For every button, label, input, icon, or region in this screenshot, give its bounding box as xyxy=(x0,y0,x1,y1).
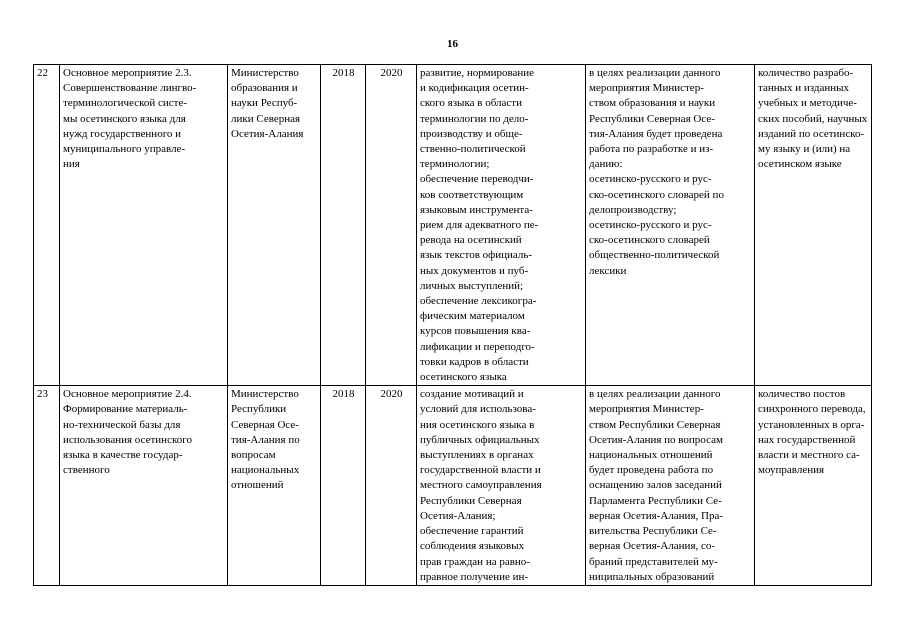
executor-cell: Министерство образования и науки Респуб- лики Северная Осетия-Алания xyxy=(228,65,321,386)
activity-name-cell: Основное мероприятие 2.3. Совершенствование лингво- терминологической систе- мы осетинского языка для нужд государственного и муниципального управле- ния xyxy=(60,65,228,386)
table-row xyxy=(34,65,872,386)
program-table xyxy=(33,64,872,586)
table-row xyxy=(34,386,872,586)
start-year-cell: 2018 xyxy=(321,65,366,386)
indicator-cell: количество постов синхронного перевода, установленных в орга- нах государственной власти и местного са- моуправления xyxy=(755,386,872,586)
page-number: 16 xyxy=(447,38,458,50)
end-year-cell: 2020 xyxy=(366,65,417,386)
row-number: 23 xyxy=(34,386,60,586)
row-number: 22 xyxy=(34,65,60,386)
indicator-cell: количество разрабо- танных и изданных учебных и методиче- ских пособий, научных изданий по осетинско- му языку и (или) на осетинском языке xyxy=(755,65,872,386)
expected-result-cell: в целях реализации данного мероприятия Министер- ством образования и науки Республики Северная Осе- тия-Алания будет проведена работа по разработке и из- данию: осетинско-русского и рус- ско-осетинского словарей по делопроизводству; осетинско-русского и рус- ско-осетинского словарей общественно-политической лексики xyxy=(586,65,755,386)
activity-name-cell: Основное мероприятие 2.4. Формирование материаль- но-технической базы для использования осетинского языка в качестве государ- ственного xyxy=(60,386,228,586)
end-year-cell: 2020 xyxy=(366,386,417,586)
start-year-cell: 2018 xyxy=(321,386,366,586)
executor-cell: Министерство Республики Северная Осе- тия-Алания по вопросам национальных отношений xyxy=(228,386,321,586)
activity-content-cell: развитие, нормирование и кодификация осетин- ского языка в области терминологии по дело- производству и обще- ственно-политической терминологии; обеспечение переводчи- ков соответствующим языковым инструмента- рием для адекватного пе- ревода на осетинский язык текстов официаль- ных документов и пуб- личных выступлений; обеспечение лексикогра- фическим материалом курсов повышения ква- лификации и переподго- товки кадров в области осетинского языка xyxy=(417,65,586,386)
activity-content-cell: создание мотиваций и условий для использова- ния осетинского языка в публичных официальных выступлениях в органах государственной власти и местного самоуправления Республики Северная Осетия-Алания; обеспечение гарантий соблюдения языковых прав граждан на равно- правное получение ин- xyxy=(417,386,586,586)
expected-result-cell: в целях реализации данного мероприятия Министер- ством Республики Северная Осетия-Алания по вопросам национальных отношений будет проведена работа по оснащению залов заседаний Парламента Республики Се- верная Осетия-Алания, Пра- вительства Республики Се- верная Осетия-Алания, со- браний представителей му- ниципальных образований xyxy=(586,386,755,586)
